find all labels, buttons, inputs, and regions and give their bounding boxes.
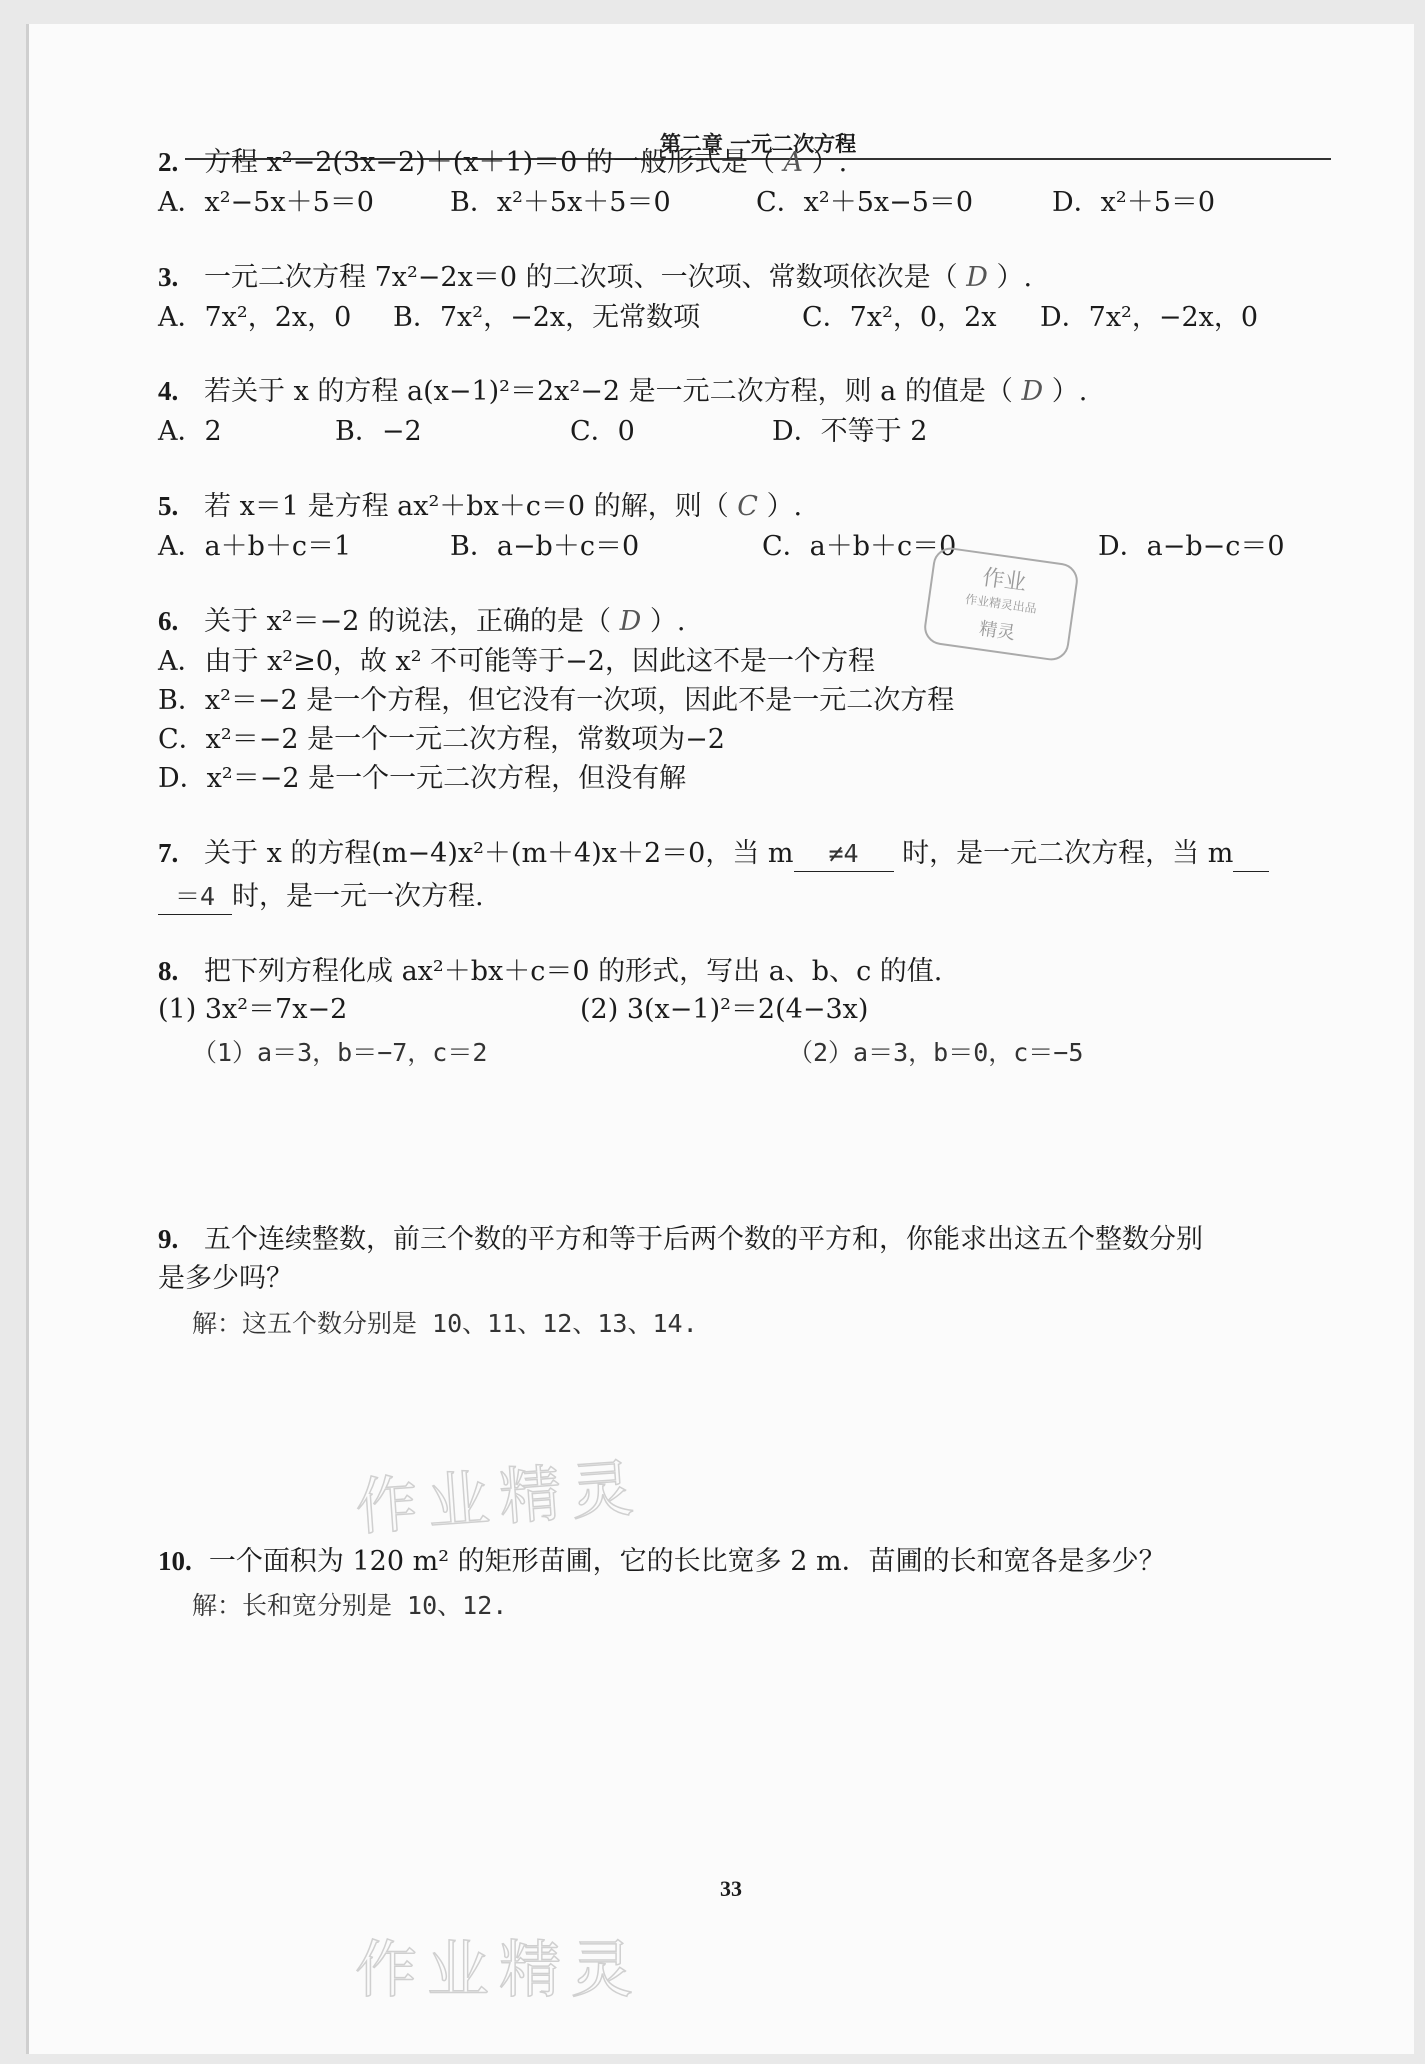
option: C．x²＝−2 是一个一元二次方程，常数项为−2	[158, 724, 725, 755]
handwritten-answer: 解：这五个数分别是 10、11、12、13、14.	[192, 1309, 698, 1338]
option: B．7x²，−2x，无常数项	[393, 302, 701, 333]
answer-blank: ＝4	[158, 880, 232, 915]
question-9: 9. 五个连续整数，前三个数的平方和等于后两个数的平方和，你能求出这五个整数分别	[158, 1224, 1203, 1255]
question-7: 7. 关于 x 的方程(m−4)x²＋(m＋4)x＋2＝0，当 m ≠4 时，是一元二次方程，当 m	[158, 836, 1269, 872]
question-10: 10. 一个面积为 120 m² 的矩形苗圃，它的长比宽多 2 m．苗圃的长和宽各是多少？	[158, 1546, 1166, 1577]
question-stem: 若 x＝1 是方程 ax²＋bx＋c＝0 的解，则（	[204, 491, 729, 522]
question-4: 4. 若关于 x 的方程 a(x−1)²＝2x²−2 是一元二次方程，则 a 的值是（ D ）.	[158, 376, 1088, 407]
question-stem: 关于 x²＝−2 的说法，正确的是（	[204, 606, 612, 637]
handwritten-answer: （2）a＝3，b＝0，c＝−5	[788, 1038, 1084, 1067]
watermark-text: 作业精灵	[355, 1933, 644, 2006]
answer: D	[1021, 376, 1044, 407]
question-stem: 若关于 x 的方程 a(x−1)²＝2x²−2 是一元二次方程，则 a 的值是（	[204, 376, 1013, 407]
question-stem: 一元二次方程 7x²−2x＝0 的二次项、一次项、常数项依次是（	[204, 262, 958, 293]
option: C．x²＋5x−5＝0	[756, 187, 974, 218]
answer: A	[783, 147, 804, 178]
option: B．x²＝−2 是一个方程，但它没有一次项，因此不是一元二次方程	[158, 685, 955, 716]
option: C．0	[570, 416, 635, 447]
question-6: 6. 关于 x²＝−2 的说法，正确的是（ D ）.	[158, 606, 686, 637]
option: B．x²＋5x＋5＝0	[450, 187, 671, 218]
page-number: 33	[720, 1876, 742, 1901]
question-stem: 把下列方程化成 ax²＋bx＋c＝0 的形式，写出 a、b、c 的值.	[204, 956, 943, 987]
option: A．2	[158, 416, 222, 447]
sub-question: (2) 3(x−1)²＝2(4−3x)	[580, 994, 869, 1025]
watermark-stamp: 作业 作业精灵出品 精灵	[922, 545, 1080, 662]
option: D．x²＝−2 是一个一元二次方程，但没有解	[158, 763, 687, 794]
question-8: 8. 把下列方程化成 ax²＋bx＋c＝0 的形式，写出 a、b、c 的值.	[158, 956, 943, 987]
option: A．由于 x²≥0，故 x² 不可能等于−2，因此这不是一个方程	[158, 646, 875, 677]
answer: D	[966, 262, 988, 293]
option: A．a＋b＋c＝1	[158, 531, 352, 562]
question-stem-continued: 是多少吗？	[158, 1263, 293, 1294]
option: B．−2	[335, 416, 422, 447]
answer-blank: ≠4	[794, 837, 894, 872]
question-3: 3. 一元二次方程 7x²−2x＝0 的二次项、一次项、常数项依次是（ D ）.	[158, 262, 1033, 293]
question-stem: 方程 x²−2(3x−2)＋(x＋1)＝0 的一般形式是（	[204, 147, 775, 178]
question-stem: 五个连续整数，前三个数的平方和等于后两个数的平方和，你能求出这五个整数分别	[204, 1224, 1203, 1255]
option: B．a−b＋c＝0	[450, 531, 640, 562]
chapter-title: 第二章 一元二次方程	[659, 132, 857, 156]
option: C．a＋b＋c＝0	[762, 531, 957, 562]
question-5: 5. 若 x＝1 是方程 ax²＋bx＋c＝0 的解，则（ C ）.	[158, 491, 803, 522]
answer-blank-start	[1233, 837, 1269, 872]
question-stem: 一个面积为 120 m² 的矩形苗圃，它的长比宽多 2 m．苗圃的长和宽各是多少？	[208, 1546, 1166, 1577]
answer: C	[737, 491, 758, 522]
handwritten-answer: （1）a＝3，b＝−7，c＝2	[192, 1038, 488, 1067]
answer: D	[619, 606, 642, 637]
watermark-text: 作业精灵	[353, 1451, 646, 1544]
option: A．7x²，2x，0	[158, 302, 352, 333]
option: D．a−b−c＝0	[1098, 531, 1285, 562]
option: D．不等于 2	[772, 416, 928, 447]
question-2: 2. 方程 x²−2(3x−2)＋(x＋1)＝0 的一般形式是（ A ）.	[158, 147, 848, 178]
option: D．x²＋5＝0	[1052, 187, 1216, 218]
option: C．7x²，0，2x	[802, 302, 997, 333]
option: D．7x²，−2x，0	[1040, 302, 1259, 333]
sub-question: (1) 3x²＝7x−2	[158, 994, 348, 1025]
handwritten-answer: 解：长和宽分别是 10、12.	[192, 1591, 508, 1620]
question-7-continued: ＝4 时，是一元一次方程.	[158, 880, 484, 915]
option: A．x²−5x＋5＝0	[158, 187, 374, 218]
